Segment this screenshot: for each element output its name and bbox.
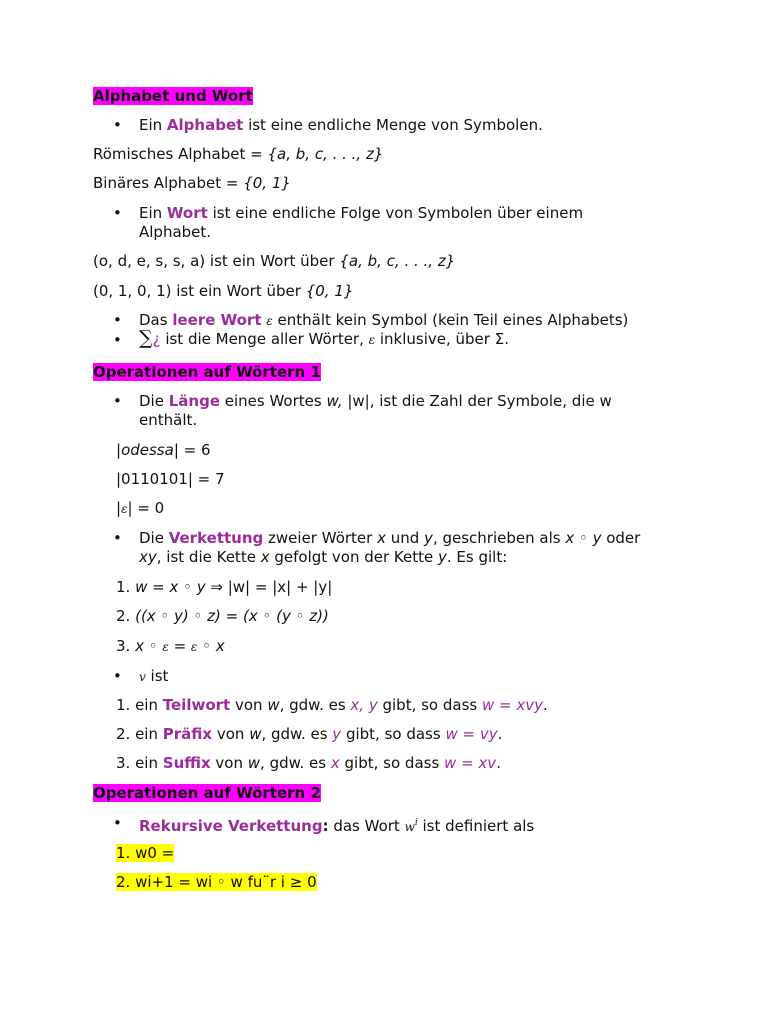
paragraph-word-example-2 (93, 282, 353, 301)
var-x: x (377, 529, 386, 547)
text: (o, d, e, s, s, a) ist ein Wort über (93, 252, 340, 270)
rule-3 (116, 637, 225, 657)
inverted-question-mark: ¿ (152, 330, 161, 348)
term-leeres-wort: leere Wort (172, 311, 262, 329)
var-w: w, (326, 392, 343, 410)
text: , gdw. es (261, 725, 333, 743)
text: Römisches Alphabet = (93, 145, 268, 163)
var-w: w (267, 696, 280, 714)
var-v: v (139, 670, 146, 684)
term-alphabet: Alphabet (166, 116, 244, 134)
length-example-binary: |0110101| = 7 (116, 470, 225, 488)
list-item-alphabet (139, 116, 543, 135)
text: ist (145, 667, 169, 685)
colon: : (322, 817, 329, 835)
text: (0, 1, 0, 1) ist ein Wort über (93, 282, 306, 300)
bullet-icon: • (113, 392, 122, 410)
length-example-epsilon (116, 499, 164, 519)
bullet-icon: • (113, 204, 122, 222)
var-w: w (247, 754, 261, 772)
text: . Es gilt: (446, 548, 508, 566)
text: . (497, 725, 503, 743)
list-item-wort (139, 204, 583, 223)
set-notation: {a, b, c, . . ., z} (267, 145, 384, 163)
equation: w = xv (444, 754, 497, 772)
highlighted-text: 2. wi+1 = wi ◦ w fu¨r i ≥ 0 (116, 873, 317, 891)
text: . (496, 754, 501, 772)
heading-operationen-2 (93, 784, 321, 803)
text: von (230, 696, 268, 714)
text: 3. (116, 637, 136, 655)
vars: y (332, 725, 342, 743)
text: | (116, 499, 122, 517)
text: inklusive, über Σ. (375, 330, 509, 348)
length-example-odessa (116, 441, 211, 460)
text: 2. (116, 607, 136, 625)
formula: w = x ◦ y (135, 578, 206, 596)
term-suffix: Suffix (162, 754, 211, 772)
text: | = 0 (127, 499, 165, 517)
list-item-laenge-line2: enthält. (139, 411, 198, 429)
epsilon-symbol: ε (190, 640, 198, 654)
list-item-laenge (139, 392, 612, 411)
bullet-icon: • (113, 116, 122, 134)
text: gibt, so dass (339, 754, 445, 772)
list-item-rekursive-verkettung (139, 814, 534, 837)
set-notation: {0, 1} (243, 174, 291, 192)
term-wort: Wort (166, 204, 208, 222)
text: . (543, 696, 548, 714)
text: von (212, 725, 250, 743)
formula-part: = (168, 637, 191, 655)
text: gefolgt von der Kette (269, 548, 438, 566)
text: | = 6 (173, 441, 211, 459)
text: Die (139, 529, 169, 547)
heading-alphabet-und-wort (93, 87, 253, 106)
var-xy: xy (139, 548, 157, 566)
formula-part: x ◦ (135, 637, 163, 655)
equation: w = vy (445, 725, 498, 743)
paragraph-binary-alphabet (93, 174, 291, 193)
text: ist die Menge aller Wörter, (160, 330, 369, 348)
text: |w|, ist die Zahl der Symbole, die w (342, 392, 612, 410)
paragraph-roman-alphabet (93, 145, 383, 164)
formula-x-concat-y: x ◦ y (565, 529, 602, 547)
text: ⇒ |w| = |x| + |y| (205, 578, 333, 596)
formula-part: ◦ x (197, 637, 225, 655)
text: | (116, 441, 122, 459)
list-item-sigma-star (139, 329, 509, 350)
text: zweier Wörter (263, 529, 378, 547)
word-odessa: odessa (121, 441, 174, 459)
text: oder (601, 529, 641, 547)
text: Binäres Alphabet = (93, 174, 244, 192)
set-notation: {0, 1} (305, 282, 354, 300)
rule-1 (116, 578, 332, 597)
var-y: y (438, 548, 447, 566)
text: 1. ein (116, 696, 163, 714)
set-notation: {a, b, c, . . ., z} (339, 252, 456, 270)
list-item-leeres-wort (139, 311, 628, 331)
vars: x (330, 754, 340, 772)
text: ist eine endliche Menge von Symbolen. (243, 116, 543, 134)
text: Das (139, 311, 173, 329)
heading-text: Operationen auf Wörtern 2 (93, 784, 321, 802)
bullet-icon: • (113, 667, 122, 685)
epsilon-symbol: ε (121, 502, 128, 516)
text: gibt, so dass (377, 696, 482, 714)
bullet-icon: • (113, 331, 122, 349)
sum-symbol: ∑ (139, 327, 153, 349)
list-item-v-ist (139, 667, 168, 687)
bullet-icon: • (113, 814, 122, 832)
text: eines Wortes (220, 392, 327, 410)
highlighted-text: 1. w0 = (116, 844, 175, 862)
paragraph-word-example-1 (93, 252, 455, 271)
text: und (385, 529, 425, 547)
bullet-icon: • (113, 529, 122, 547)
def-suffix (116, 754, 501, 773)
superscript-i: i (414, 818, 418, 828)
text: das Wort (328, 817, 405, 835)
text: 2. ein (116, 725, 163, 743)
text: enthält kein Symbol (kein Teil eines Alphabets) (272, 311, 629, 329)
text: gibt, so dass (341, 725, 446, 743)
text: Ein (139, 204, 167, 222)
vars: x, y (350, 696, 378, 714)
recursive-rule-1 (116, 844, 174, 863)
term-praefix: Präfix (162, 725, 213, 743)
var-w: w (249, 725, 262, 743)
text: Ein (139, 116, 167, 134)
text: , gdw. es (279, 696, 351, 714)
term-teilwort: Teilwort (162, 696, 231, 714)
term-rekursive-verkettung: Rekursive Verkettung (139, 817, 323, 835)
list-item-verkettung (139, 529, 640, 548)
text: , geschrieben als (432, 529, 566, 547)
def-praefix (116, 725, 502, 744)
text: , gdw. es (260, 754, 331, 772)
list-item-verkettung-line2 (139, 548, 507, 567)
var-w: w (404, 820, 415, 834)
epsilon-symbol: ε (368, 333, 376, 347)
def-teilwort (116, 696, 548, 715)
heading-operationen-1 (93, 363, 321, 382)
term-verkettung: Verkettung (168, 529, 264, 547)
list-item-wort-line2: Alphabet. (139, 223, 212, 241)
rule-2 (116, 607, 329, 626)
text: ist definiert als (417, 817, 535, 835)
heading-text: Operationen auf Wörtern 1 (93, 363, 321, 381)
var-x: x (260, 548, 270, 566)
epsilon-symbol: ε (162, 640, 169, 654)
text: Die (139, 392, 169, 410)
recursive-rule-2 (116, 873, 317, 892)
text: ist eine endliche Folge von Symbolen über einem (207, 204, 584, 222)
equation: w = xvy (482, 696, 544, 714)
epsilon-symbol: ε (266, 314, 273, 328)
term-laenge: Länge (168, 392, 220, 410)
bullet-icon: • (113, 311, 122, 329)
var-y: y (424, 529, 433, 547)
formula: ((x ◦ y) ◦ z) = (x ◦ (y ◦ z)) (135, 607, 329, 625)
text: 3. ein (116, 754, 163, 772)
text: von (210, 754, 248, 772)
text: 1. (116, 578, 136, 596)
heading-text: Alphabet und Wort (93, 87, 253, 105)
text: , ist die Kette (156, 548, 261, 566)
